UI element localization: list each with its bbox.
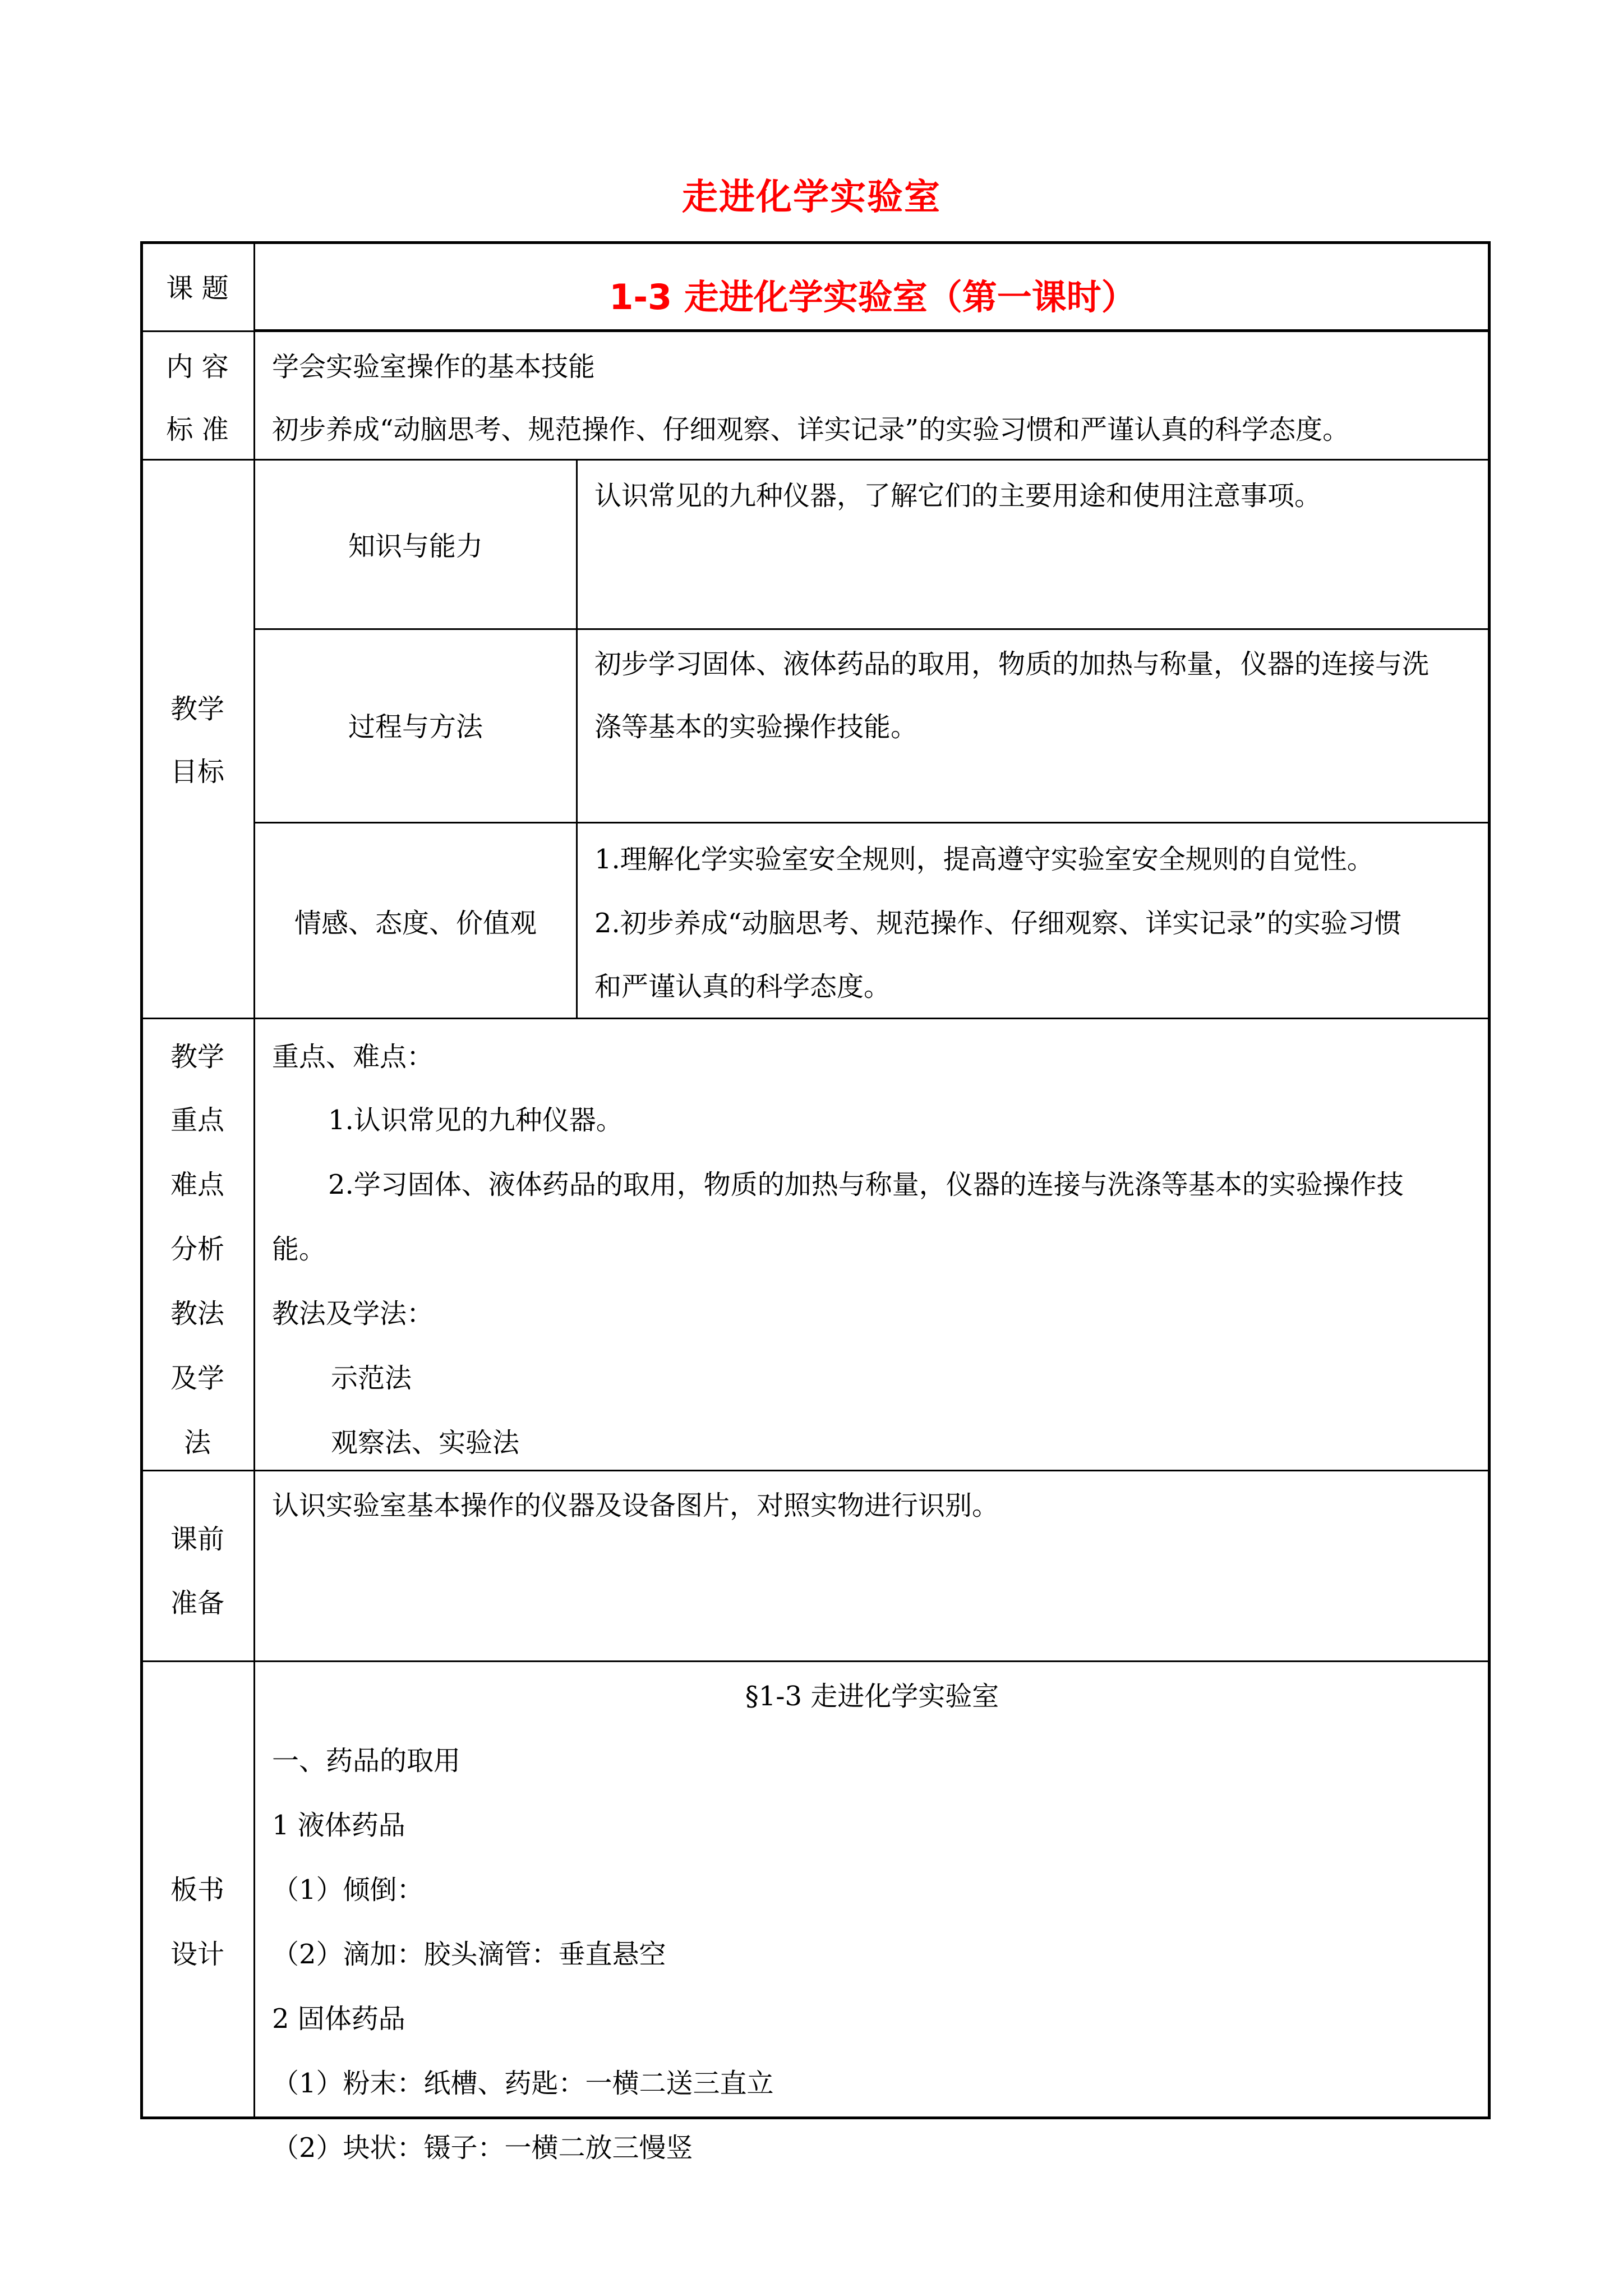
keypoints-label: 教法 — [170, 1298, 224, 1329]
emotion-line: 2.初步养成“动脑思考、规范操作、仔细观察、详实记录”的实验习惯 — [594, 908, 1401, 939]
board-line: （2）块状：镊子：一横二放三慢竖 — [272, 2132, 693, 2164]
keypoints-line: 重点、难点： — [272, 1041, 434, 1073]
emotion-label: 情感、态度、价值观 — [294, 908, 537, 939]
board-line: （1）粉末：纸槽、药匙：一横二送三直立 — [272, 2068, 774, 2099]
column-divider — [576, 459, 578, 1018]
keypoints-label: 难点 — [170, 1169, 224, 1200]
topic-label: 课 题 — [166, 273, 229, 304]
knowledge-label: 知识与能力 — [348, 531, 483, 562]
preparation-label-1: 课前 — [170, 1524, 224, 1555]
row-divider — [140, 330, 1491, 332]
objectives-label-2: 目标 — [170, 756, 224, 788]
row-divider — [140, 1470, 1491, 1471]
board-line: （2）滴加：胶头滴管：垂直悬空 — [272, 1939, 666, 1970]
emotion-line: 1.理解化学实验室安全规则，提高遵守实验室安全规则的自觉性。 — [594, 844, 1374, 875]
keypoints-line: 2.学习固体、液体药品的取用，物质的加热与称量，仪器的连接与洗涤等基本的实验操作技 — [328, 1169, 1404, 1200]
column-divider — [253, 241, 255, 2119]
row-divider — [255, 628, 1489, 630]
keypoints-line: 观察法、实验法 — [331, 1427, 520, 1458]
row-divider — [140, 459, 1491, 461]
board-label-1: 板书 — [170, 1874, 224, 1906]
keypoints-line: 教法及学法： — [272, 1298, 434, 1329]
standard-label-1: 内 容 — [166, 351, 229, 383]
board-line: （1）倾倒： — [272, 1874, 424, 1906]
row-divider — [140, 1660, 1491, 1662]
keypoints-label: 法 — [183, 1427, 211, 1458]
document-title: 走进化学实验室 — [682, 177, 941, 218]
preparation-label-2: 准备 — [170, 1588, 224, 1619]
process-line: 涤等基本的实验操作技能。 — [594, 711, 918, 743]
keypoints-label: 分析 — [170, 1234, 224, 1265]
board-line: 2 固体药品 — [272, 2003, 405, 2035]
keypoints-label: 教学 — [170, 1041, 224, 1073]
preparation-line: 认识实验室基本操作的仪器及设备图片，对照实物进行识别。 — [272, 1490, 999, 1521]
board-label-2: 设计 — [170, 1939, 224, 1970]
objectives-label-1: 教学 — [170, 693, 224, 725]
keypoints-line: 示范法 — [331, 1363, 412, 1394]
keypoints-line: 1.认识常见的九种仪器。 — [328, 1105, 623, 1136]
board-line: 1 液体药品 — [272, 1810, 405, 1841]
standard-label-2: 标 准 — [166, 414, 229, 445]
board-line: 一、药品的取用 — [272, 1745, 461, 1777]
standard-line: 学会实验室操作的基本技能 — [272, 351, 596, 383]
row-divider — [255, 822, 1489, 823]
topic-value: 1-3 走进化学实验室（第一课时） — [609, 277, 1136, 318]
knowledge-line: 认识常见的九种仪器，了解它们的主要用途和使用注意事项。 — [594, 480, 1322, 512]
standard-line: 初步养成“动脑思考、规范操作、仔细观察、详实记录”的实验习惯和严谨认真的科学态度。 — [272, 414, 1350, 445]
process-line: 初步学习固体、液体药品的取用，物质的加热与称量，仪器的连接与洗 — [594, 648, 1430, 680]
row-divider — [140, 1018, 1491, 1019]
keypoints-label: 及学 — [170, 1363, 224, 1394]
keypoints-line: 能。 — [272, 1234, 326, 1265]
board-heading: §1-3 走进化学实验室 — [745, 1681, 999, 1712]
process-label: 过程与方法 — [348, 711, 483, 743]
emotion-line: 和严谨认真的科学态度。 — [594, 971, 891, 1002]
keypoints-label: 重点 — [170, 1105, 224, 1136]
